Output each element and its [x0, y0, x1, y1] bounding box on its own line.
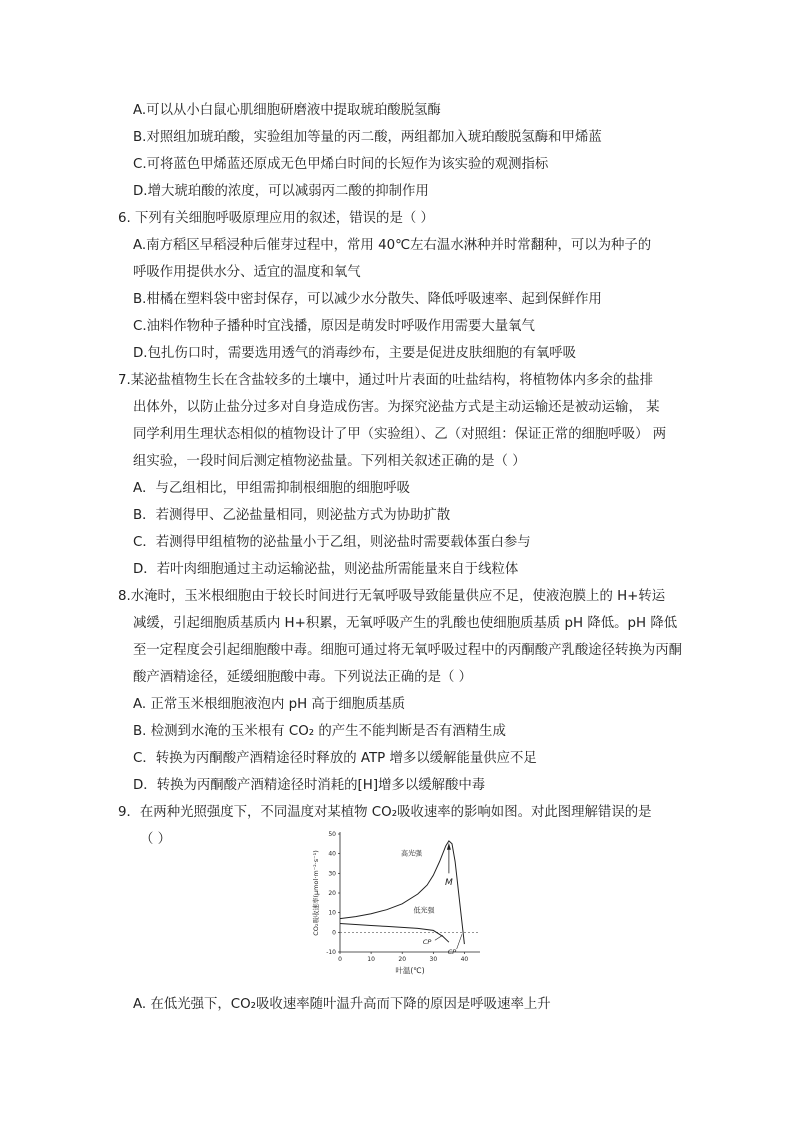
y-tick-label: 0 — [332, 929, 336, 937]
q8-stem-3: 至一定程度会引起细胞酸中毒。细胞可通过将无氧呼吸过程中的丙酮酸产乳酸途径转换为丙酮 — [133, 643, 683, 658]
q8-stem-2: 减缓，引起细胞质基质内 H+积累，无氧呼吸产生的乳酸也使细胞质基质 pH 降低。pH 降低 — [133, 616, 678, 631]
q9-stem-bracket: （ ） — [140, 832, 172, 847]
y-tick-label: -10 — [326, 949, 336, 956]
q8-stem-1: 8.水淹时，玉米根细胞由于较长时间进行无氧呼吸导致能量供应不足，使液泡膜上的 H+转运 — [118, 589, 666, 604]
y-tick-label: 40 — [328, 850, 336, 858]
q5-option-a: A.可以从小白鼠心肌细胞研磨液中提取琥珀酸脱氢酶 — [133, 103, 441, 118]
q7-stem-4: 组实验，一段时间后测定植物泌盐量。下列相关叙述正确的是（ ） — [133, 454, 526, 469]
q9-option-a: A. 在低光强下，CO₂吸收速率随叶温升高而下降的原因是呼吸速率上升 — [133, 997, 551, 1012]
q9-stem: 9．在两种光照强度下，不同温度对某植物 CO₂吸收速率的影响如图。对此图理解错误的是 — [118, 805, 652, 820]
cp-annotation-high: CP — [447, 947, 457, 956]
q5-option-d: D.增大琥珀酸的浓度，可以减弱丙二酸的抑制作用 — [133, 184, 429, 199]
cp-pointer-low — [435, 935, 443, 940]
q8-option-a: A. 正常玉米根细胞液泡内 pH 高于细胞质基质 — [133, 697, 406, 712]
q7-option-d: D．若叶肉细胞通过主动运输泌盐，则泌盐所需能量来自于线粒体 — [133, 562, 519, 577]
q8-option-d: D．转换为丙酮酸产酒精途径时消耗的[H]增多以缓解酸中毒 — [133, 778, 486, 793]
q5-option-b: B.对照组加琥珀酸，实验组加等量的丙二酸，两组都加入琥珀酸脱氢酶和甲烯蓝 — [133, 130, 602, 145]
low-light-label: 低光强 — [413, 906, 435, 915]
x-tick-label: 30 — [429, 956, 438, 963]
cp-pointer-high — [457, 934, 462, 949]
q7-option-a: A．与乙组相比，甲组需抑制根细胞的细胞呼吸 — [133, 481, 410, 496]
x-axis-label: 叶温(℃) — [395, 966, 425, 975]
q8-option-b: B. 检测到水淹的玉米根有 CO₂ 的产生不能判断是否有酒精生成 — [133, 724, 506, 739]
y-tick-label: 30 — [328, 870, 336, 878]
x-tick-label: 40 — [460, 956, 469, 963]
q5-option-c: C.可将蓝色甲烯蓝还原成无色甲烯白时间的长短作为该实验的观测指标 — [133, 157, 549, 172]
high-light-label: 高光强 — [401, 849, 423, 858]
q7-option-c: C．若测得甲组植物的泌盐量小于乙组，则泌盐时需要载体蛋白参与 — [133, 535, 531, 550]
y-axis-label: CO₂吸收速率(μmol·m⁻²·s⁻¹) — [312, 850, 320, 936]
q6-option-d: D.包扎伤口时，需要选用透气的消毒纱布，主要是促进皮肤细胞的有氧呼吸 — [133, 346, 577, 361]
q7-stem-3: 同学利用生理状态相似的植物设计了甲（实验组）、乙（对照组：保证正常的细胞呼吸） 两 — [133, 427, 667, 442]
q7-stem-2: 出体外，以防止盐分过多对自身造成伤害。为探究泌盐方式是主动运输还是被动运输， 某 — [133, 400, 660, 415]
co2-uptake-chart — [300, 826, 490, 978]
q6-option-b: B.柑橘在塑料袋中密封保存，可以减少水分散失、降低呼吸速率、起到保鲜作用 — [133, 292, 602, 307]
cp-annotation-low: CP — [422, 938, 432, 947]
y-tick-label: 20 — [328, 890, 336, 897]
q7-option-b: B．若测得甲、乙泌盐量相同，则泌盐方式为协助扩散 — [133, 508, 451, 523]
q6-option-a-cont: 呼吸作用提供水分、适宜的温度和氧气 — [133, 265, 361, 280]
q8-stem-4: 酸产酒精途径，延缓细胞酸中毒。下列说法正确的是（ ） — [133, 670, 473, 685]
x-tick-label: 0 — [338, 956, 342, 963]
q6-option-c: C.油料作物种子播种时宜浅播，原因是萌发时呼吸作用需要大量氧气 — [133, 319, 535, 334]
q6-option-a: A.南方稻区早稻浸种后催芽过程中，常用 40℃左右温水淋种并时常翻种，可以为种子的 — [133, 238, 652, 253]
x-tick-label: 20 — [398, 956, 407, 963]
q8-option-c: C．转换为丙酮酸产酒精途径时释放的 ATP 增多以缓解能量供应不足 — [133, 751, 537, 766]
low-light-curve — [340, 924, 449, 943]
q6-stem: 6. 下列有关细胞呼吸原理应用的叙述，错误的是（ ） — [118, 211, 434, 226]
x-tick-label: 10 — [367, 956, 375, 963]
y-tick-label: 50 — [328, 831, 336, 838]
y-tick-label: 10 — [328, 909, 336, 917]
q7-stem-1: 7.某泌盐植物生长在含盐较多的土壤中，通过叶片表面的吐盐结构，将植物体内多余的盐排 — [118, 373, 654, 388]
m-annotation: M — [445, 878, 453, 889]
